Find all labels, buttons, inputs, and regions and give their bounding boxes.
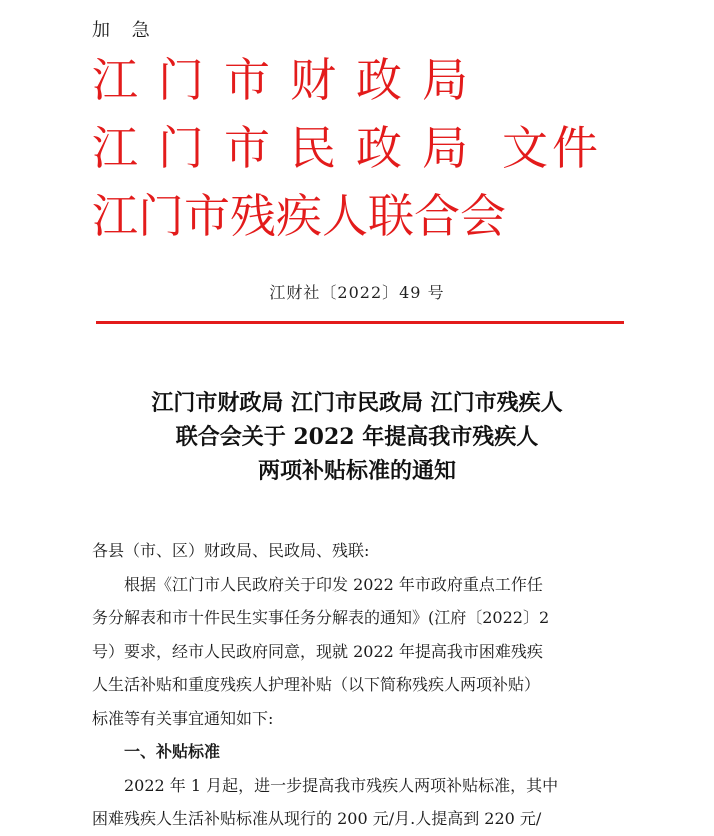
section-heading: 一、补贴标准 <box>124 742 221 761</box>
red-divider-line <box>96 321 624 324</box>
body-line: 务分解表和市十件民生实事任务分解表的通知》(江府〔2022〕2 <box>92 608 550 627</box>
title-line: 江门市财政局 江门市民政局 江门市残疾人 <box>151 390 563 416</box>
document-body <box>92 534 624 836</box>
body-line: 人生活补贴和重度残疾人护理补贴（以下简称残疾人两项补贴） <box>92 675 541 694</box>
body-line: 困难残疾人生活补贴标准从现行的 200 元/月.人提高到 220 元/ <box>92 809 542 828</box>
title-line: 两项补贴标准的通知 <box>257 458 456 484</box>
masthead-line-civil-affairs-bureau: 江门市民政局 <box>92 121 488 175</box>
body-line: 根据《江门市人民政府关于印发 2022 年市政府重点工作任 <box>124 574 543 594</box>
masthead-line-disabled-federation: 江门市残疾人联合会 <box>92 189 506 243</box>
masthead-line-finance-bureau: 江门市财政局 <box>92 53 488 107</box>
body-line: 号）要求，经市人民政府同意，现就 2022 年提高我市困难残疾 <box>92 641 543 661</box>
salutation: 各县（市、区）财政局、民政局、残联: <box>92 541 370 560</box>
body-line: 2022 年 1 月起，进一步提高我市残疾人两项补贴标准，其中 <box>124 775 559 795</box>
masthead-suffix-document: 文件 <box>502 121 602 175</box>
title-line: 联合会关于 2022 年提高我市残疾人 <box>175 424 539 450</box>
document-title <box>60 386 654 488</box>
body-line: 标准等有关事宜通知如下: <box>92 708 274 728</box>
document-number: 江财社〔2022〕49 号 <box>269 283 445 302</box>
urgency-mark: 加 急 <box>92 20 158 41</box>
